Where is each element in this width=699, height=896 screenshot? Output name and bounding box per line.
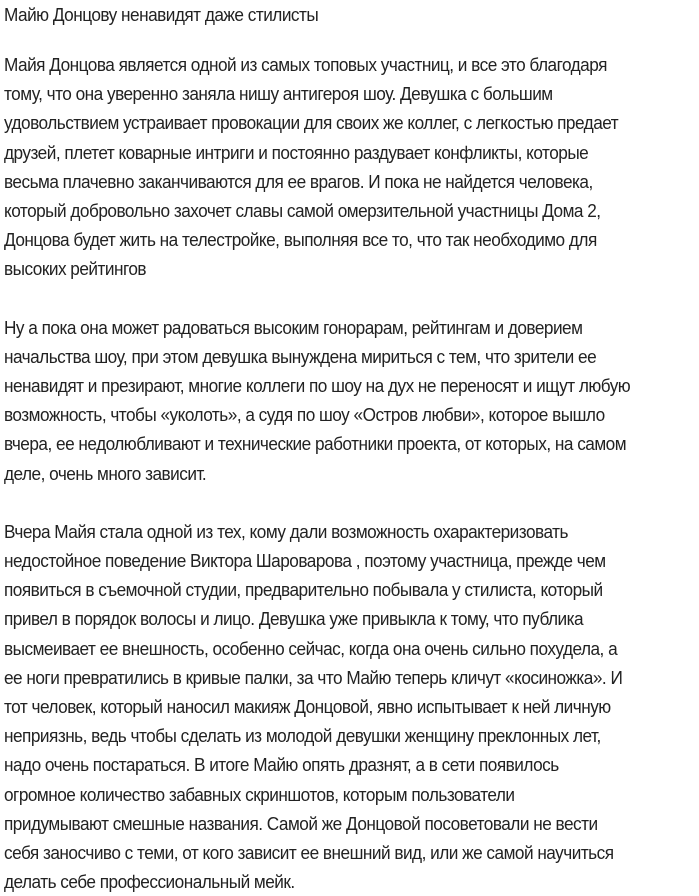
text-line: ее ноги превратились в кривые палки, за что Майю теперь кличут «косиножка». И [4, 666, 623, 688]
text-line: ненавидят и презирают, многие коллеги по шоу на дух не переносят и ищут любую [4, 375, 631, 397]
text-line: начальства шоу, при этом девушка вынуждена мириться с тем, что зрители ее [4, 345, 597, 367]
text-line: придумывают смешные названия. Самой же Донцовой посоветовали не вести [4, 812, 598, 834]
paragraph-3 [4, 517, 699, 896]
text-line: Майя Донцова является одной из самых топовых участниц, и все это благодаря [4, 54, 607, 75]
text-line: недостойное поведение Виктора Шароварова , поэтому участница, прежде чем [4, 550, 606, 572]
text-line: привел в порядок волосы и лицо. Девушка уже привыкла к тому, что публика [4, 608, 584, 630]
text-line: весьма плачевно заканчиваются для ее врагов. И пока не найдется человека, [4, 170, 593, 192]
text-line: высмеивает ее внешность, особенно сейчас, когда она очень сильно похудела, а [4, 637, 618, 659]
text-line: вчера, ее недолюбливают и технические работники проекта, от которых, на самом [4, 433, 627, 455]
text-line: который добровольно захочет славы самой омерзительной участницы Дома 2, [4, 200, 601, 222]
text-line: себя заносчиво с теми, от кого зависит ее внешний вид, или же самой научиться [4, 842, 614, 864]
text-line: тот человек, который наносил макияж Донцовой, явно испытывает к ней личную [4, 696, 611, 718]
paragraph-2 [4, 313, 699, 488]
article [4, 0, 699, 896]
text-line: возможность, чтобы «уколоть», а судя по шоу «Остров любви», которое вышло [4, 404, 605, 426]
paragraph-1 [4, 50, 699, 284]
text-line: неприязнь, ведь чтобы сделать из молодой девушки женщину преклонных лет, [4, 725, 601, 747]
text-line: друзей, плетет коварные интриги и постоянно раздувает конфликты, которые [4, 141, 589, 163]
text-line: Донцова будет жить на телестройке, выполняя все то, что так необходимо для [4, 229, 597, 251]
article-title: Майю Донцову ненавидят даже стилисты [4, 4, 319, 25]
text-line: Вчера Майя стала одной из тех, кому дали возможность охарактеризовать [4, 520, 568, 542]
text-line: удовольствием устраивает провокации для своих же коллег, с легкостью предает [4, 112, 619, 134]
text-line: надо очень постараться. В итоге Майю опять дразнят, а в сети появилось [4, 754, 559, 776]
text-line: тому, что она уверенно заняла нишу антигероя шоу. Девушка с большим [4, 83, 553, 105]
text-line: делать себе профессиональный мейк. [4, 871, 295, 893]
text-line: деле, очень много зависит. [4, 462, 207, 484]
text-line: появиться в съемочной студии, предварительно побывала у стилиста, который [4, 579, 603, 601]
text-line: Ну а пока она может радоваться высоким гонорарам, рейтингам и доверием [4, 316, 583, 338]
text-line: огромное количество забавных скриншотов, которым пользователи [4, 783, 515, 805]
text-line: высоких рейтингов [4, 258, 147, 280]
